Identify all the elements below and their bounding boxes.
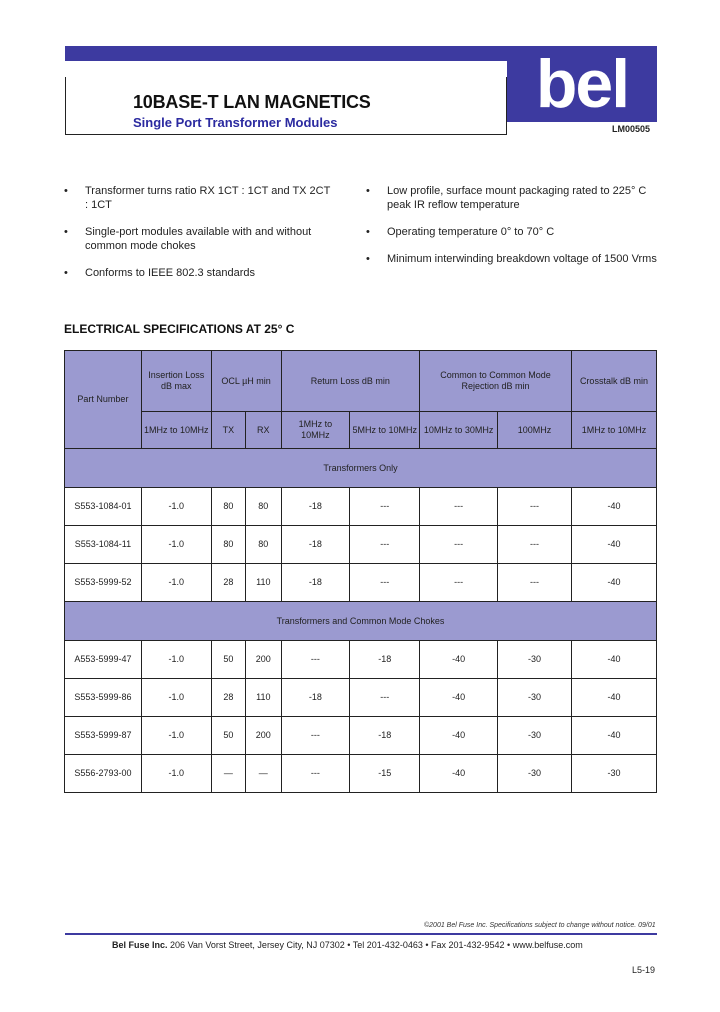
table-cell: -40 (420, 641, 498, 679)
subheader: 1MHz to 10MHz (141, 412, 211, 449)
title-box (65, 77, 507, 135)
table-row (65, 755, 657, 793)
page-title: 10BASE-T LAN MAGNETICS (133, 92, 371, 112)
table-cell: --- (350, 488, 420, 526)
table-cell: -18 (350, 641, 420, 679)
table-cell: -1.0 (141, 526, 211, 564)
table-cell: -18 (350, 717, 420, 755)
table-cell: -40 (420, 717, 498, 755)
feature-item: • Minimum interwinding breakdown voltage of 1500 Vrms (366, 252, 666, 266)
table-cell: 80 (246, 488, 281, 526)
table-cell: -40 (571, 526, 656, 564)
specs-title: ELECTRICAL SPECIFICATIONS AT 25° C (64, 322, 295, 336)
table-cell: 200 (246, 717, 281, 755)
table-cell: --- (281, 641, 350, 679)
table-cell: -1.0 (141, 488, 211, 526)
table-cell: 28 (211, 679, 245, 717)
header-crosstalk: Crosstalk dB min (571, 351, 656, 412)
header-cmr: Common to Common Mode Rejection dB min (420, 351, 572, 412)
table-section-row (65, 449, 657, 488)
table-row (65, 679, 657, 717)
table-cell: --- (498, 526, 572, 564)
header-part-number: Part Number (65, 351, 142, 449)
table-cell: -18 (281, 679, 350, 717)
table-cell: 110 (246, 564, 281, 602)
footer-address (112, 940, 583, 950)
copyright-note: ©2001 Bel Fuse Inc. Specifications subject to change without notice. 09/01 (424, 922, 656, 929)
subheader: TX (211, 412, 245, 449)
table-cell: -40 (571, 488, 656, 526)
table-cell: 80 (211, 488, 245, 526)
table-cell: --- (420, 526, 498, 564)
table-cell: --- (350, 564, 420, 602)
table-cell: -40 (571, 717, 656, 755)
table-row (65, 564, 657, 602)
table-cell: -1.0 (141, 717, 211, 755)
table-cell: -40 (420, 679, 498, 717)
table-cell: -40 (571, 679, 656, 717)
table-cell: — (211, 755, 245, 793)
subheader: 1MHz to 10MHz (281, 412, 350, 449)
table-cell: 200 (246, 641, 281, 679)
page-number: L5-19 (632, 965, 656, 975)
table-cell: -1.0 (141, 679, 211, 717)
table-cell: 50 (211, 717, 245, 755)
table-cell: 50 (211, 641, 245, 679)
footer-rule (65, 933, 657, 935)
table-cell: -1.0 (141, 564, 211, 602)
table-cell: --- (420, 488, 498, 526)
part-number-cell: S553-1084-11 (65, 526, 142, 564)
subheader: 1MHz to 10MHz (571, 412, 656, 449)
table-row (65, 641, 657, 679)
table-cell: --- (281, 717, 350, 755)
feature-item: • Transformer turns ratio RX 1CT : 1CT and TX 2CT : 1CT (64, 184, 334, 212)
table-cell: -1.0 (141, 755, 211, 793)
table-section-row (65, 602, 657, 641)
table-cell: -30 (498, 641, 572, 679)
subheader: RX (246, 412, 281, 449)
table-cell: --- (498, 488, 572, 526)
header-return-loss: Return Loss dB min (281, 351, 420, 412)
table-cell: 28 (211, 564, 245, 602)
bel-logo: bel (507, 46, 657, 122)
specs-table (64, 350, 657, 793)
feature-item: • Operating temperature 0° to 70° C (366, 225, 666, 239)
table-cell: --- (281, 755, 350, 793)
table-cell: -18 (281, 488, 350, 526)
part-number-cell: S553-5999-87 (65, 717, 142, 755)
table-cell: -18 (281, 564, 350, 602)
table-cell: -1.0 (141, 641, 211, 679)
feature-item: • Single-port modules available with and without common mode chokes (64, 225, 334, 253)
table-cell: -30 (498, 717, 572, 755)
feature-item: • Conforms to IEEE 802.3 standards (64, 266, 334, 280)
table-cell: -30 (571, 755, 656, 793)
part-number-cell: A553-5999-47 (65, 641, 142, 679)
subheader: 100MHz (498, 412, 572, 449)
table-cell: 80 (246, 526, 281, 564)
subheader: 10MHz to 30MHz (420, 412, 498, 449)
feature-item: • Low profile, surface mount packaging rated to 225° C peak IR reflow temperature (366, 184, 666, 212)
table-cell: --- (350, 679, 420, 717)
doc-code: LM00505 (612, 124, 651, 134)
table-cell: -40 (420, 755, 498, 793)
part-number-cell: S553-5999-52 (65, 564, 142, 602)
table-cell: -18 (281, 526, 350, 564)
table-cell: -30 (498, 679, 572, 717)
company-address: 206 Van Vorst Street, Jersey City, NJ 07302 • Tel 201-432-0463 • Fax 201-432-9542 • www.belfuse.com (170, 940, 583, 950)
header-insertion-loss: Insertion Loss dB max (141, 351, 211, 412)
table-cell: --- (420, 564, 498, 602)
table-cell: -30 (498, 755, 572, 793)
header-ocl: OCL µH min (211, 351, 281, 412)
part-number-cell: S556-2793-00 (65, 755, 142, 793)
specs-body (65, 449, 657, 793)
table-row (65, 526, 657, 564)
section-label: Transformers Only (65, 449, 657, 488)
table-row (65, 488, 657, 526)
part-number-cell: S553-1084-01 (65, 488, 142, 526)
table-cell: -40 (571, 564, 656, 602)
part-number-cell: S553-5999-86 (65, 679, 142, 717)
table-row (65, 717, 657, 755)
table-cell: — (246, 755, 281, 793)
table-cell: --- (350, 526, 420, 564)
table-cell: --- (498, 564, 572, 602)
table-cell: -15 (350, 755, 420, 793)
page-subtitle: Single Port Transformer Modules (133, 115, 338, 130)
table-cell: 110 (246, 679, 281, 717)
table-cell: 80 (211, 526, 245, 564)
subheader: 5MHz to 10MHz (350, 412, 420, 449)
features-right (366, 184, 666, 279)
table-cell: -40 (571, 641, 656, 679)
features-left (64, 184, 334, 293)
section-label: Transformers and Common Mode Chokes (65, 602, 657, 641)
company-name: Bel Fuse Inc. (112, 940, 168, 950)
